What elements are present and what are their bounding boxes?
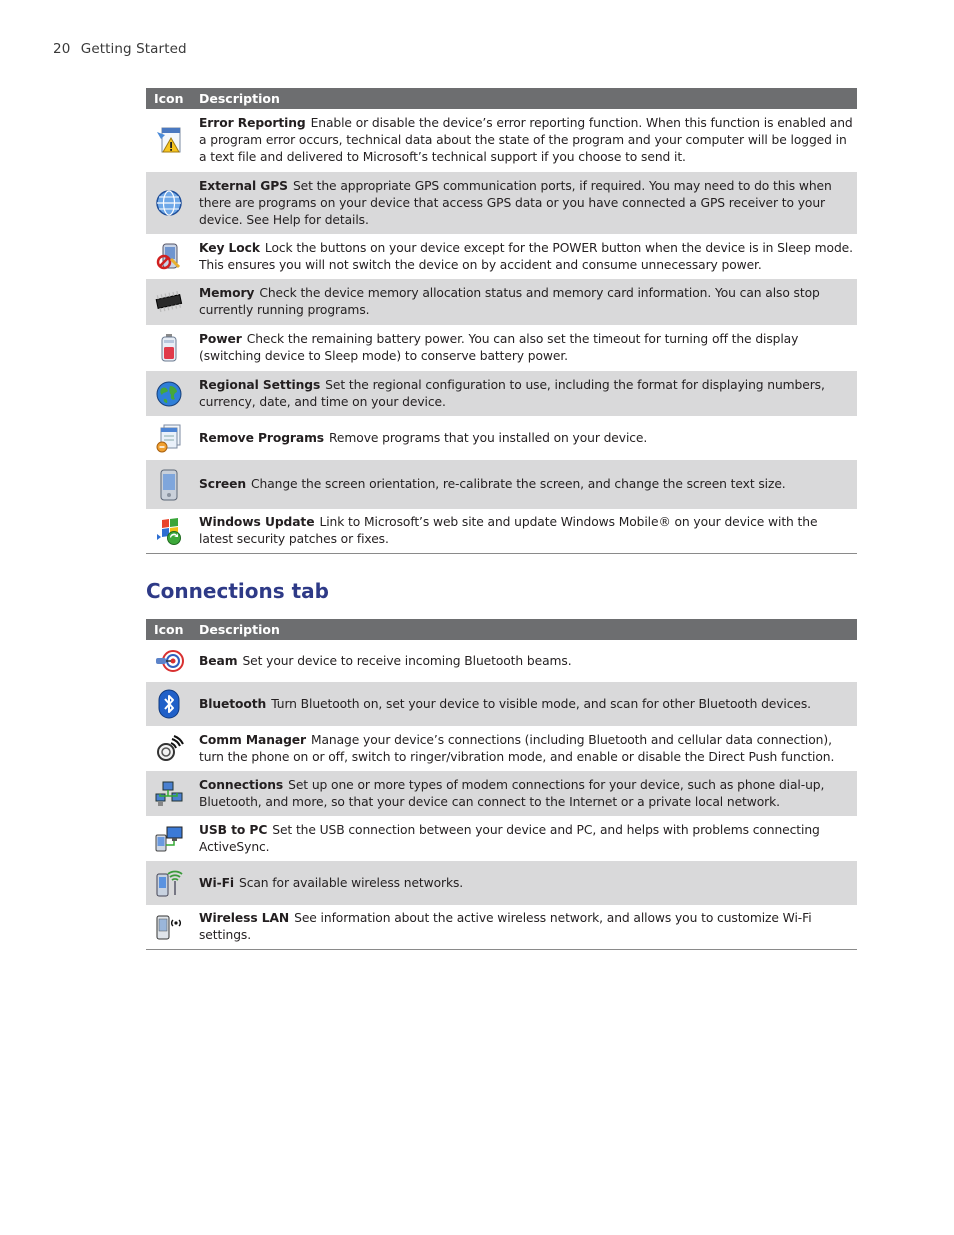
table-header [146,619,857,640]
table-header [146,88,857,109]
table-row [146,509,857,554]
setting-description: Set up one or more types of modem connections for your device, such as phone dial-up, Bluetooth, and more, so that your device can connect to the Internet or a private local network. [199,777,825,809]
setting-description: Check the remaining battery power. You can also set the timeout for turning off the display (switching device to Sleep mode) to conserve battery power. [199,332,799,363]
setting-description: Manage your device’s connections (including Bluetooth and cellular data connection), turn the phone on or off, switch to ringer/vibration mode, and enable or disable the Direct Push function. [199,732,835,764]
row-description [192,476,854,493]
row-description [192,875,854,892]
bluetooth-icon [146,689,192,719]
comm-manager-icon [146,734,192,764]
setting-name: Comm Manager [199,732,306,747]
beam-icon [146,647,192,675]
column-header-description: Description [199,622,280,637]
setting-name: Beam [199,653,238,668]
row-description [192,331,854,365]
setting-name: Remove Programs [199,430,325,445]
setting-name: USB to PC [199,822,268,837]
setting-name: Wi-Fi [199,875,234,890]
column-header-icon: Icon [154,622,184,637]
row-description [192,115,854,166]
table-row [146,640,857,682]
setting-description: Remove programs that you installed on your device. [329,430,648,445]
setting-name: Key Lock [199,240,260,255]
table-row [146,371,857,416]
windows-update-icon [146,516,192,546]
setting-description: Set the regional configuration to use, including the format for displaying numbers, currency, date, and time on your device. [199,377,825,409]
column-header-icon: Icon [154,91,184,106]
setting-name: Screen [199,477,247,491]
setting-description: Set your device to receive incoming Bluetooth beams. [242,653,572,668]
row-description [192,377,854,411]
row-description [192,514,854,548]
setting-description: Set the USB connection between your device and PC, and helps with problems connecting ActiveSync. [199,822,820,854]
table-row [146,172,857,234]
row-description [192,240,854,274]
setting-name: Windows Update [199,515,315,529]
table-row [146,325,857,371]
row-description [192,696,854,713]
setting-description: Link to Microsoft’s web site and update Windows Mobile® on your device with the latest security patches or fixes. [199,515,818,546]
row-description [192,732,854,766]
setting-description: Turn Bluetooth on, set your device to visible mode, and scan for other Bluetooth devices. [271,696,811,711]
connections-table [146,619,857,950]
row-description [192,285,854,319]
row-description [192,430,854,447]
page-header [53,41,187,57]
setting-name: Regional Settings [199,377,321,392]
setting-name: Error Reporting [199,116,306,130]
table-row [146,905,857,950]
system-settings-table [146,88,857,554]
table-row [146,816,857,861]
setting-name: Wireless LAN [199,911,290,925]
wifi-icon [146,868,192,898]
pda-screen-icon [146,469,192,501]
table-row [146,416,857,460]
row-description [192,777,854,811]
setting-name: External GPS [199,178,288,193]
row-description [192,822,854,856]
usb-to-pc-icon [146,825,192,853]
connections-network-icon [146,780,192,808]
setting-description: Change the screen orientation, re-calibrate the screen, and change the screen text size. [251,477,786,491]
column-header-description: Description [199,91,280,106]
setting-name: Bluetooth [199,696,267,711]
table-row [146,279,857,325]
section-heading: Connections tab [146,579,329,603]
key-lock-icon [146,242,192,272]
setting-description: See information about the active wireless network, and allows you to customize Wi-Fi settings. [199,911,812,942]
setting-description: Check the device memory allocation status and memory card information. You can also stop currently running programs. [199,286,820,317]
memory-chip-icon [146,290,192,314]
setting-description: Lock the buttons on your device except for the POWER button when the device is in Sleep mode. This ensures you will not switch the device on by accident and consume unnecessary power. [199,240,853,272]
setting-name: Memory [199,286,255,300]
running-section-title: Getting Started [80,41,187,57]
table-row [146,460,857,509]
wireless-lan-icon [146,912,192,942]
gps-globe-icon [146,189,192,217]
setting-description: Scan for available wireless networks. [239,875,464,890]
table-row [146,682,857,726]
setting-name: Connections [199,777,284,792]
setting-description: Set the appropriate GPS communication ports, if required. You may need to do this when there are programs on your device that access GPS data or you have connected a GPS receiver to your device. See Help for details. [199,178,832,227]
table-row [146,861,857,905]
row-description [192,178,854,229]
setting-name: Power [199,332,242,346]
table-row [146,109,857,172]
setting-description: Enable or disable the device’s error reporting function. When this function is enabled and a program error occurs, technical data about the state of the program and your computer will be logged in a text file and delivered to Microsoft’s technical support if you choose to send it. [199,116,853,164]
earth-globe-icon [146,380,192,408]
table-row [146,726,857,771]
row-description [192,653,854,670]
remove-programs-icon [146,423,192,453]
table-row [146,234,857,279]
battery-icon [146,333,192,363]
page-number: 20 [53,41,71,57]
table-row [146,771,857,816]
row-description [192,910,854,944]
error-reporting-icon [146,126,192,156]
